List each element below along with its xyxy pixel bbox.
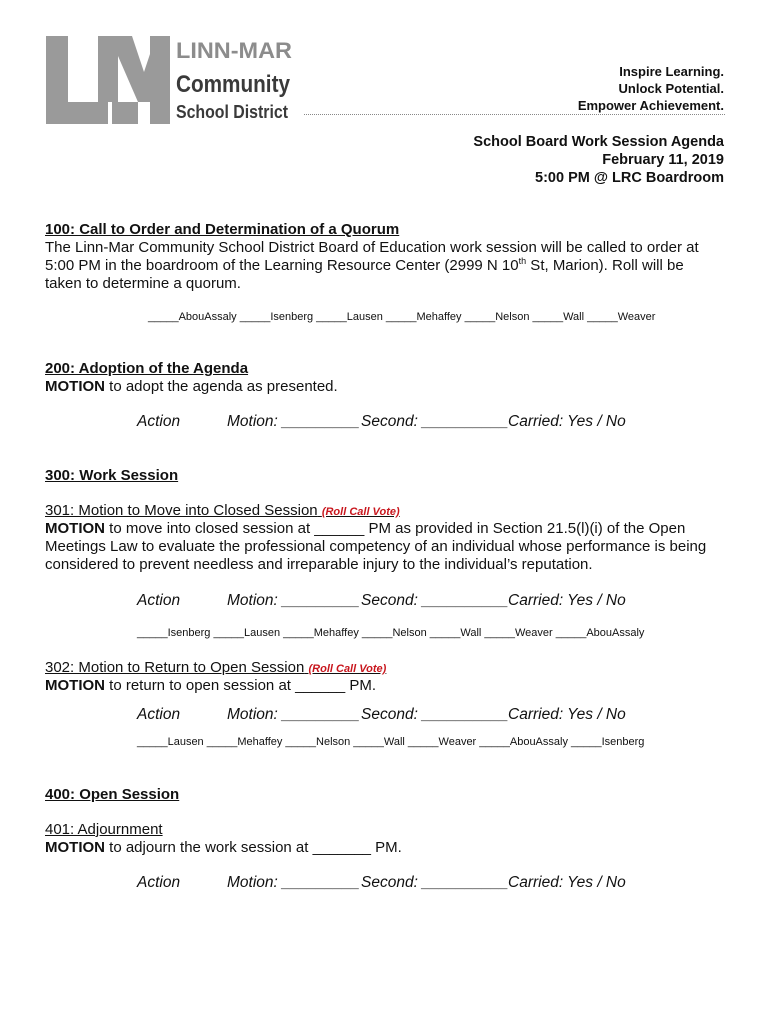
action-label: Action <box>137 706 181 723</box>
text-line: considered to prevent needless and irreparable injury to the individual’s reputation. <box>45 556 593 573</box>
agenda-time: 5:00 PM @ LRC Boardroom <box>535 170 724 186</box>
motion-blank: Motion: _________ <box>227 706 360 723</box>
second-blank: Second: __________ <box>361 706 509 723</box>
agenda-heading <box>473 133 724 187</box>
text-line: MOTION to move into closed session at ______ PM as provided in Section 21.5(l)(i) of the Open <box>45 520 686 537</box>
logo-line-1: LINN-MAR <box>176 38 293 63</box>
tagline-line: Empower Achievement. <box>577 98 724 113</box>
motion-adopt-agenda: MOTION to adopt the agenda as presented. <box>45 378 338 395</box>
section-400-title: 400: Open Session <box>45 786 180 803</box>
text-line: 5:00 PM in the boardroom of the Learning Resource Center (2999 N 10th St, Marion). Roll will be <box>45 256 684 274</box>
roll-call-list: _____AbouAssaly _____Isenberg _____Lausen _____Mehaffey _____Nelson _____Wall _____Weaver <box>148 311 656 323</box>
motion-open-session: MOTION to return to open session at ______ PM. <box>45 677 377 694</box>
district-tagline <box>578 63 724 114</box>
motion-blank: Motion: _________ <box>227 592 360 609</box>
second-blank: Second: __________ <box>361 874 509 891</box>
action-row-301 <box>0 592 770 612</box>
second-blank: Second: __________ <box>361 413 509 430</box>
agenda-date: February 11, 2019 <box>602 152 724 168</box>
action-row-401 <box>0 874 770 894</box>
action-label: Action <box>137 592 181 609</box>
action-label: Action <box>137 413 181 430</box>
action-row-200 <box>0 413 770 433</box>
carried-yes-no: Carried: Yes / No <box>508 413 626 430</box>
carried-yes-no: Carried: Yes / No <box>508 874 626 891</box>
section-100-title: 100: Call to Order and Determination of a Quorum <box>45 221 400 238</box>
carried-yes-no: Carried: Yes / No <box>508 706 626 723</box>
motion-blank: Motion: _________ <box>227 413 360 430</box>
roll-call-vote-tag: (Roll Call Vote) <box>308 663 387 675</box>
carried-yes-no: Carried: Yes / No <box>508 592 626 609</box>
item-401-title: 401: Adjournment <box>45 821 163 838</box>
roll-call-list: _____Lausen _____Mehaffey _____Nelson _____Wall _____Weaver _____AbouAssaly _____Isenberg <box>137 736 645 748</box>
item-302-title: 302: Motion to Return to Open Session (Roll Call Vote) <box>45 659 387 676</box>
header-divider <box>304 114 725 115</box>
logo-line-2: Community <box>176 71 291 98</box>
text-line: taken to determine a quorum. <box>45 275 241 292</box>
logo-line-3: School District <box>176 102 288 122</box>
action-label: Action <box>137 874 181 891</box>
second-blank: Second: __________ <box>361 592 509 609</box>
text-line: Meetings Law to evaluate the professional competency of an individual whose performance is being <box>45 538 707 555</box>
section-100-text <box>45 239 725 293</box>
motion-blank: Motion: _________ <box>227 874 360 891</box>
agenda-title: School Board Work Session Agenda <box>473 134 724 150</box>
roll-call-list: _____Isenberg _____Lausen _____Mehaffey _____Nelson _____Wall _____Weaver _____AbouAssaly <box>137 627 645 639</box>
motion-closed-session <box>45 520 735 574</box>
item-301-title: 301: Motion to Move into Closed Session (Roll Call Vote) <box>45 502 400 519</box>
linn-mar-logo <box>46 36 294 124</box>
roll-call-vote-tag: (Roll Call Vote) <box>321 506 400 518</box>
motion-adjourn: MOTION to adjourn the work session at _______ PM. <box>45 839 402 856</box>
section-200-title: 200: Adoption of the Agenda <box>45 360 249 377</box>
action-row-302 <box>0 706 770 726</box>
text-line: The Linn-Mar Community School District Board of Education work session will be called to order at <box>45 239 699 256</box>
tagline-line: Inspire Learning. <box>619 64 724 79</box>
section-300-title: 300: Work Session <box>45 467 179 484</box>
tagline-line: Unlock Potential. <box>618 81 724 96</box>
